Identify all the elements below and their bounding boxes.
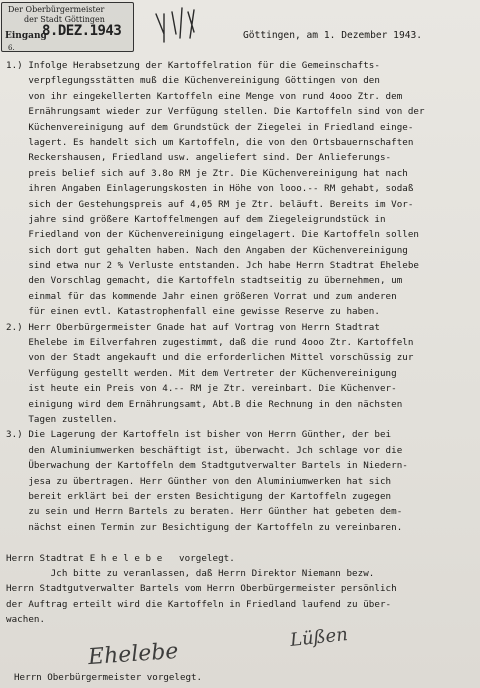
stamp-number: 6. — [8, 44, 15, 52]
stamp-received-label: Eingang — [5, 31, 47, 41]
letter-body — [6, 58, 478, 627]
stamp-city-line: der Stadt Göttingen — [24, 15, 105, 24]
body-line: Herrn Stadtgutverwalter Bartels vom Herrn Oberbürgermeister persönlich — [6, 583, 397, 595]
body-line: Reckershausen, Friedland usw. angeliefert sind. Der Anlieferungs- — [6, 152, 392, 164]
body-line: Ernährungsamt wieder zur Verfügung stellen. Die Kartoffeln sind von der — [6, 106, 425, 118]
body-line: einigung wird dem Ernährungsamt, Abt.B die Rechnung in den nächsten — [6, 398, 403, 410]
body-line: ihren Angaben Einlagerungskosten in Höhe von looo.-- RM gehabt, sodaß — [6, 183, 414, 195]
handwritten-annotation-mark — [150, 4, 210, 50]
body-line: Verfügung gestellt werden. Mit dem Vertreter der Küchenvereinigung — [6, 367, 397, 379]
body-line: Herrn Stadtrat E h e l e b e vorgelegt. — [6, 552, 235, 564]
signature-left: Ehelebe — [87, 638, 180, 671]
body-line: für einen evtl. Katastrophenfall eine gewisse Reserve zu haben. — [6, 306, 380, 318]
body-line: 3.) Die Lagerung der Kartoffeln ist bisher von Herrn Günther, der bei — [6, 429, 392, 441]
body-line: Überwachung der Kartoffeln dem Stadtgutverwalter Bartels in Niedern- — [6, 460, 408, 472]
body-line: jahre sind größere Kartoffelmengen auf dem Ziegeleigrundstück in — [6, 213, 386, 225]
body-line: sind etwa nur 2 % Verluste entstanden. Jch habe Herrn Stadtrat Ehelebe — [6, 260, 420, 272]
body-line: der Auftrag erteilt wird die Kartoffeln in Friedland laufend zu über- — [6, 598, 392, 610]
body-line: verpflegungsstätten muß die Küchenvereinigung Göttingen von den — [6, 75, 380, 87]
footer-note: Herrn Oberbürgermeister vorgelegt. — [14, 672, 203, 683]
body-line: den Aluminiumwerken beschäftigt ist, überwacht. Jch schlage vor die — [6, 444, 403, 456]
body-line: lagert. Es handelt sich um Kartoffeln, die von den Ortsbauernschaften — [6, 136, 414, 148]
body-line: Ehelebe im Eilverfahren zugestimmt, daß die rund 4ooo Ztr. Kartoffeln — [6, 337, 414, 349]
body-line: preis belief sich auf 3.8o RM je Ztr. Die Küchenvereinigung hat nach — [6, 167, 408, 179]
document-date-line: Göttingen, am 1. Dezember 1943. — [243, 30, 423, 41]
body-line: jesa zu übertragen. Herr Günther von den Aluminiumwerken hat sich — [6, 475, 392, 487]
body-line: Küchenvereinigung auf dem Grundstück der Ziegelei in Friedland einge- — [6, 121, 414, 133]
body-line: von der Stadt angekauft und die erforderlichen Mittel vorschüssig zur — [6, 352, 414, 364]
body-line: sich dort gut gehalten haben. Nach den Angaben der Küchenvereinigung — [6, 244, 408, 256]
receipt-stamp — [1, 2, 134, 52]
body-line — [6, 535, 478, 550]
signature-right: Lüßen — [289, 624, 349, 651]
body-line: zu sein und Herrn Bartels zu beraten. Herr Günther hat gebeten dem- — [6, 506, 403, 518]
body-line: Jch bitte zu veranlassen, daß Herrn Direktor Niemann bezw. — [6, 567, 375, 579]
body-line: bereit erklärt bei der ersten Besichtigung der Kartoffeln zugegen — [6, 490, 392, 502]
body-line: Friedland von der Küchenvereinigung eingelagert. Die Kartoffeln sollen — [6, 229, 420, 241]
body-line: wachen. — [6, 614, 46, 626]
body-line: 1.) Infolge Herabsetzung der Kartoffelration für die Gemeinschafts- — [6, 60, 380, 71]
body-line: von ihr eingekellerten Kartoffeln eine Menge von rund 4ooo Ztr. dem — [6, 90, 403, 102]
body-line: nächst einen Termin zur Besichtigung der Kartoffeln zu vereinbaren. — [6, 521, 403, 533]
body-line: sich der Gestehungspreis auf 4,05 RM je Ztr. beläuft. Bereits im Vor- — [6, 198, 414, 210]
body-line: einmal für das kommende Jahr einen größeren Vorrat und zum anderen — [6, 290, 397, 302]
body-line: Tagen zustellen. — [6, 413, 118, 425]
body-line: den Vorschlag gemacht, die Kartoffeln stadtseitig zu übernehmen, um — [6, 275, 403, 287]
stamp-office-line: Der Oberbürgermeister — [8, 5, 105, 14]
stamp-date: 8.DEZ.1943 — [42, 23, 122, 39]
body-line: ist heute ein Preis von 4.-- RM je Ztr. vereinbart. Die Küchenver- — [6, 383, 397, 395]
body-line: 2.) Herr Oberbürgermeister Gnade hat auf Vortrag von Herrn Stadtrat — [6, 321, 380, 333]
